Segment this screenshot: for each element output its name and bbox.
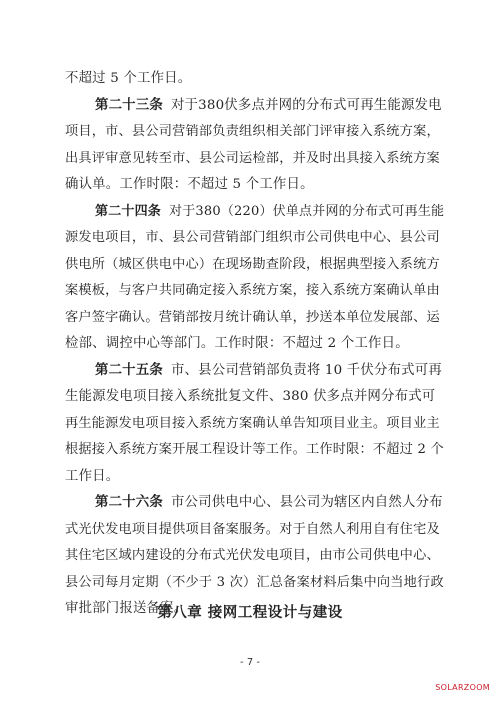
text-line: 再生能源发电项目接入系统方案确认单告知项目业主。项目业主 [65, 415, 440, 431]
article-24-line [95, 203, 445, 221]
text-line: 客户签字确认。营销部按月统计确认单，抄送本单位发展部、运 [65, 309, 440, 325]
text-line: 确认单。工作时限：不超过 5 个工作日。 [65, 177, 314, 192]
text-line: 出具评审意见转至市、县公司运检部，并及时出具接入系统方案 [65, 150, 440, 166]
text-line: 检部、调控中心等部门。工作时限：不超过 2 个工作日。 [65, 336, 409, 351]
text-line: 供电所（城区供电中心）在现场勘查阶段，根据典型接入系统方 [65, 256, 440, 272]
text-line: 市、县公司营销部负责将 10 千伏分布式可再 [170, 362, 442, 378]
article-24-heading: 第二十四条 [95, 203, 162, 219]
text-line: 审批部门报送备案。 [65, 601, 188, 616]
article-25-line [95, 362, 445, 380]
text-line: 不超过 5 个工作日。 [65, 71, 192, 86]
text-line: 其住宅区域内建设的分布式光伏发电项目，由市公司供电中心、 [65, 548, 440, 563]
article-23-heading: 第二十三条 [95, 97, 163, 113]
text-line: 式光伏发电项目提供项目备案服务。对于自然人利用自有住宅及 [65, 521, 440, 537]
text-line: 案模板，与客户共同确定接入系统方案，接入系统方案确认单由 [65, 283, 440, 298]
page-number: - 7 - [240, 657, 260, 668]
text-line: 对于380（220）伏单点并网的分布式可再生能 [169, 203, 445, 219]
article-26-line [95, 494, 445, 512]
text-line: 项目，市、县公司营销部负责组织相关部门评审接入系统方案， [65, 124, 440, 139]
text-line: 对于380伏多点并网的分布式可再生能源发电 [170, 97, 442, 113]
article-25-heading: 第二十五条 [95, 362, 163, 378]
text-line: 市公司供电中心、县公司为辖区内自然人分布 [170, 495, 443, 510]
text-line: 源发电项目，市、县公司营销部门组织市公司供电中心、县公司 [65, 230, 440, 245]
article-23-line [95, 97, 445, 115]
text-line: 县公司每月定期（不少于 3 次）汇总备案材料后集中向当地行政 [65, 574, 444, 590]
text-line: 根据接入系统方案开展工程设计等工作。工作时限：不超过 2 个 [65, 442, 444, 457]
text-line: 工作日。 [65, 468, 120, 484]
text-line: 生能源发电项目接入系统批复文件、380 伏多点并网分布式可 [65, 389, 436, 404]
chapter-title: 第八章 接网工程设计与建设 [157, 605, 343, 621]
article-26-heading: 第二十六条 [95, 495, 163, 510]
watermark-logo: SOLARZOOM [435, 683, 490, 692]
